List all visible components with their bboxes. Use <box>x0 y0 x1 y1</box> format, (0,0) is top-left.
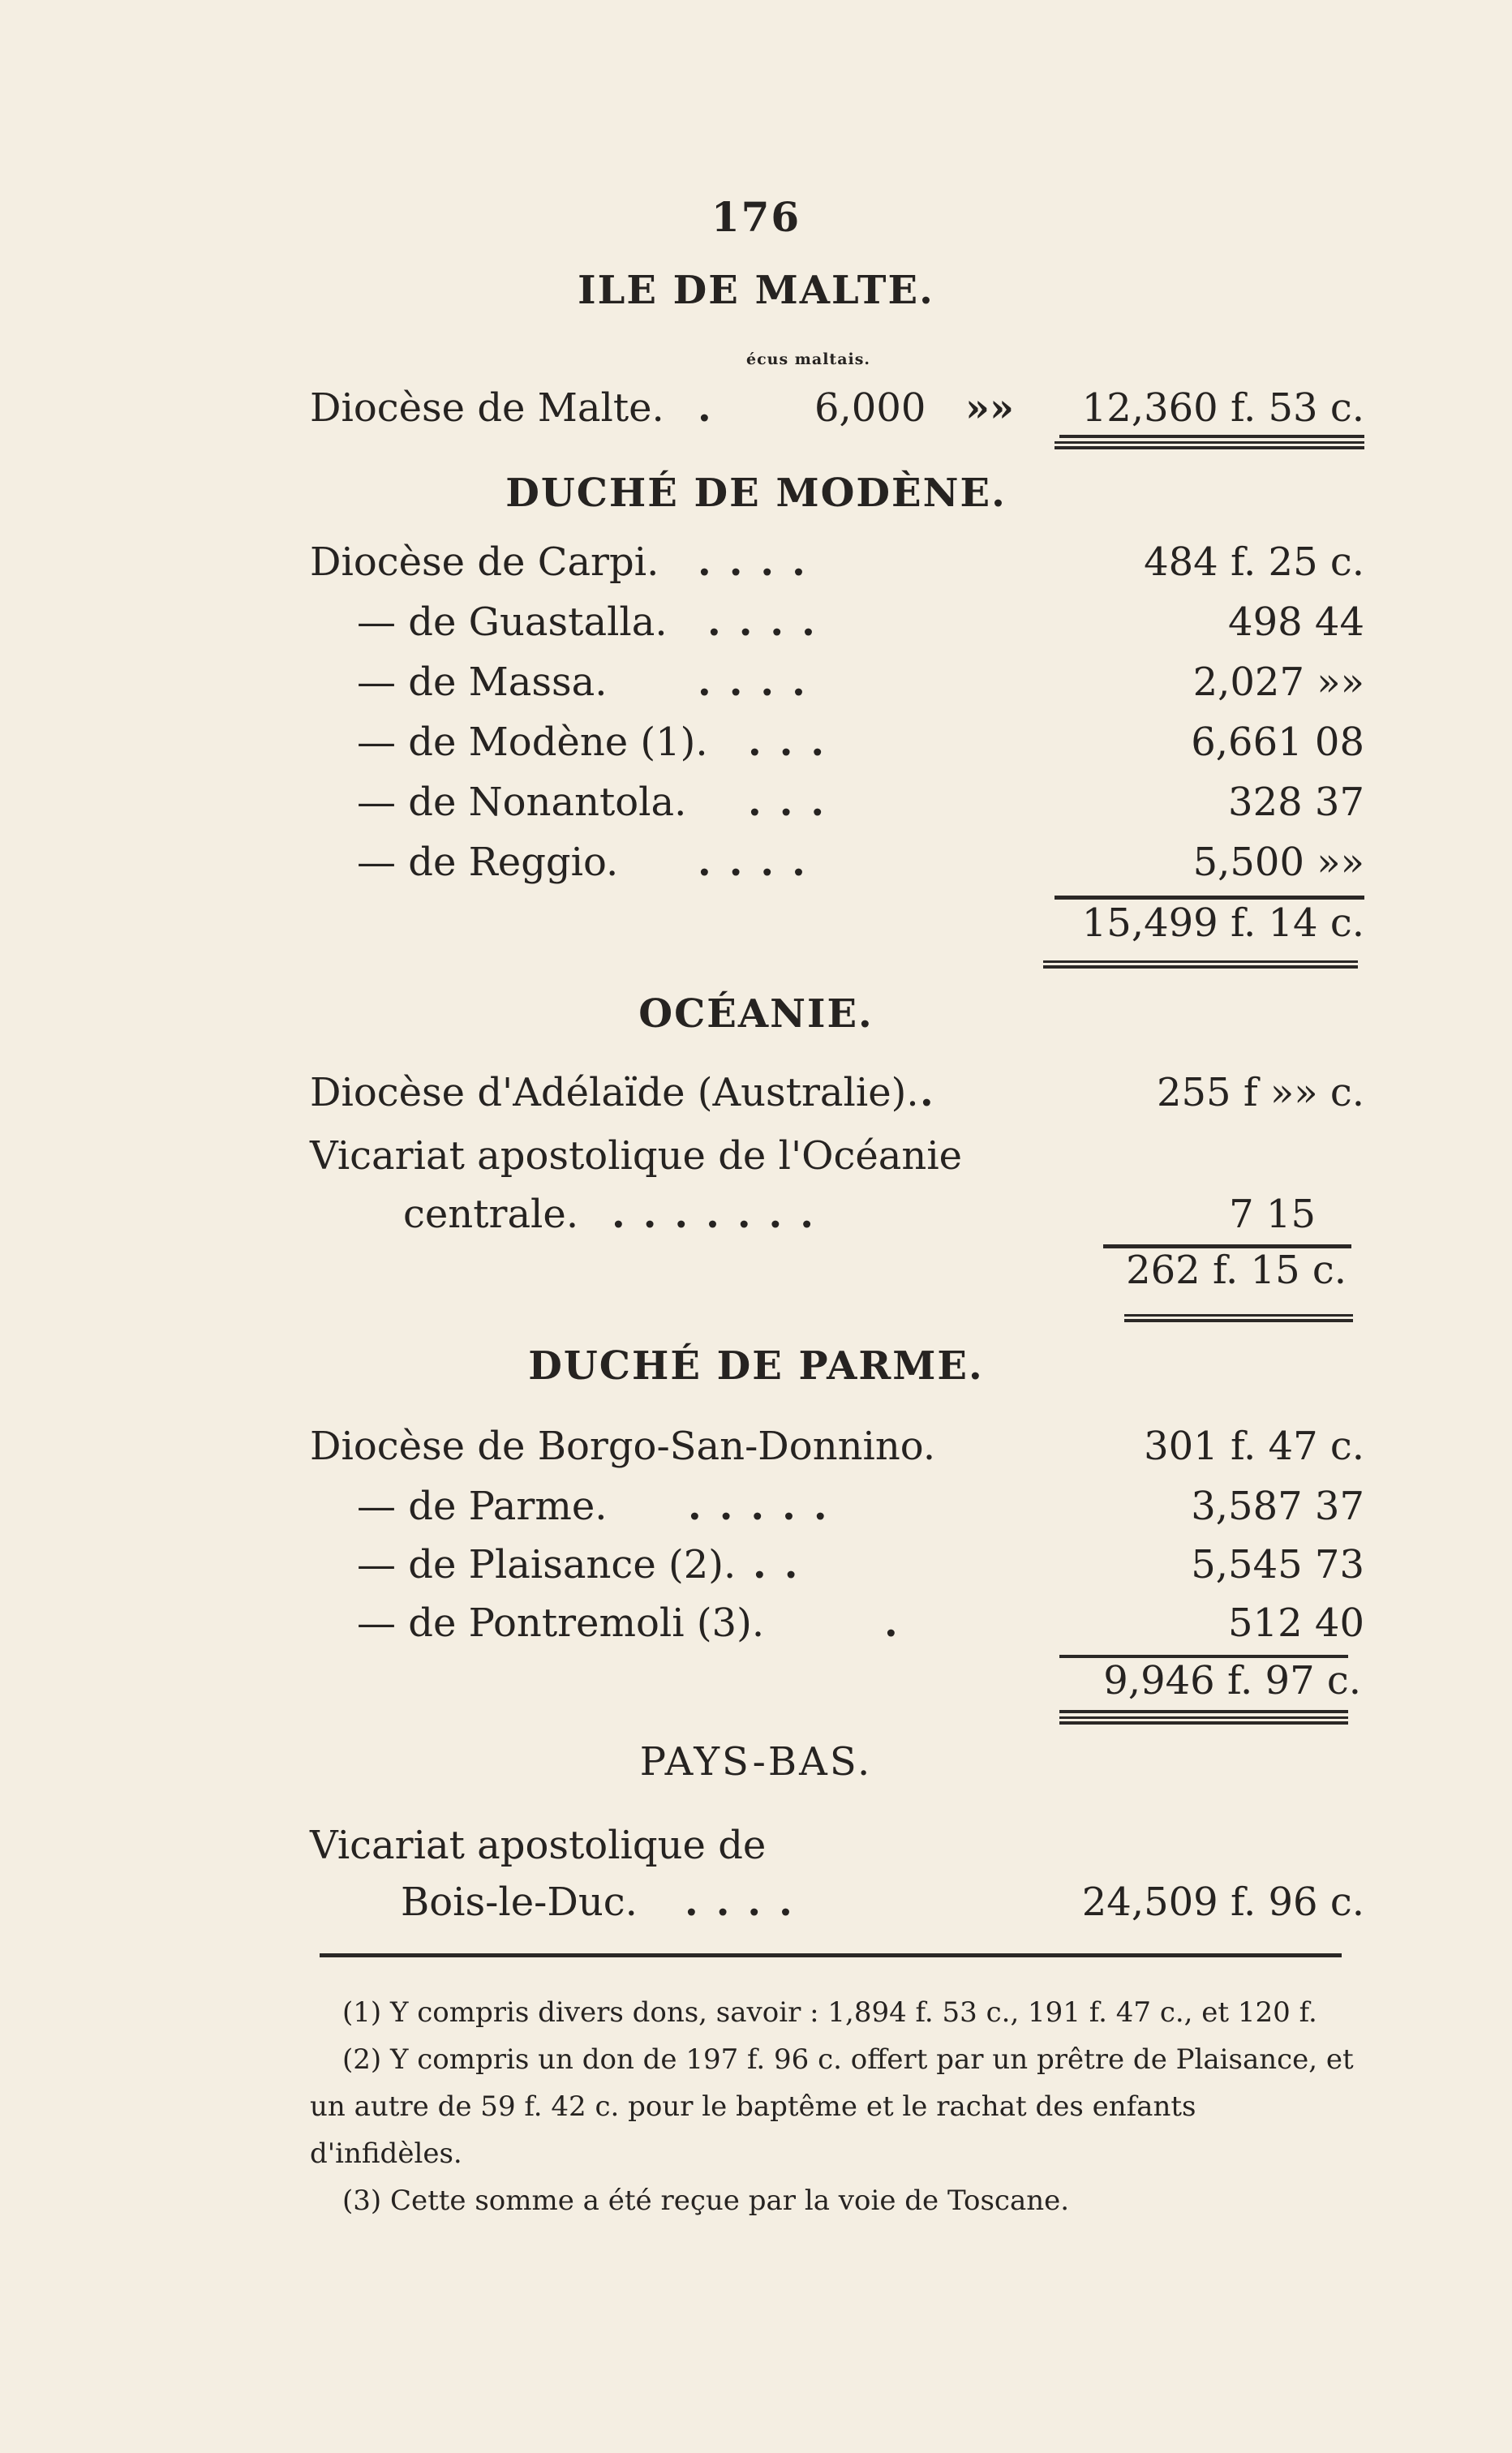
row-amount: 3,587 37 <box>1191 1484 1364 1529</box>
row-amount: 7 15 <box>1229 1192 1316 1237</box>
row-label: — de Plaisance (2). <box>357 1542 737 1587</box>
row-amount: 301 f. 47 c. <box>1144 1424 1364 1469</box>
leader-dots: ... <box>748 720 843 765</box>
heading-oceanie: OCÉANIE. <box>638 991 874 1037</box>
page-number: 176 <box>711 193 801 241</box>
heading-parme: DUCHÉ DE PARME. <box>528 1343 984 1389</box>
table-row <box>310 1817 1364 1874</box>
table-row <box>310 1536 1364 1593</box>
row-amount: 12,360 f. 53 c. <box>1081 385 1364 431</box>
underline-rule <box>1059 435 1364 438</box>
heading-malte: ILE DE MALTE. <box>578 268 934 313</box>
row-amount: 512 40 <box>1228 1600 1364 1646</box>
leader-dots: . <box>920 1070 951 1115</box>
total-parme: 9,946 f. 97 c. <box>1103 1658 1361 1703</box>
row-label: Diocèse de Borgo-San-Donnino. <box>310 1424 936 1469</box>
row-label: — de Nonantola. <box>357 780 687 825</box>
table-row <box>310 594 1364 651</box>
table-row <box>310 534 1364 591</box>
leader-dots: ..... <box>688 1484 845 1529</box>
leader-dots: .... <box>698 659 823 705</box>
footnotes <box>310 1989 1356 2224</box>
leader-dots: . <box>884 1600 916 1646</box>
row-label: Vicariat apostolique de l'Océanie <box>310 1133 963 1179</box>
underline-rule <box>1059 1710 1348 1713</box>
table-row <box>310 1064 1364 1121</box>
table-row <box>310 714 1364 771</box>
row-amount: 24,509 f. 96 c. <box>1081 1879 1364 1925</box>
row-label: — de Reggio. <box>357 840 619 885</box>
total-oceanie: 262 f. 15 c. <box>1126 1248 1347 1293</box>
row-label: Diocèse de Carpi. <box>310 539 659 585</box>
double-rule <box>1059 1716 1348 1725</box>
heading-paysbas: PAYS-BAS. <box>639 1739 873 1785</box>
row-label: — de Pontremoli (3). <box>357 1600 765 1646</box>
row-amount: 2,027 »» <box>1192 659 1364 705</box>
table-row <box>310 774 1364 831</box>
footnote-3: (3) Cette somme a été reçue par la voie de Toscane. <box>342 2185 1070 2217</box>
row-label: Diocèse d'Adélaïde (Australie). <box>310 1070 919 1115</box>
footnote-2: (2) Y compris un don de 197 f. 96 c. offert par un prêtre de Plaisance, et un autre de 59 f. 42 c. pour le baptême et le rachat des enfants d'infidèles. <box>310 2043 1354 2170</box>
row-amount: 498 44 <box>1228 599 1364 645</box>
table-row <box>310 1418 1364 1475</box>
row-label: Bois-le-Duc. <box>401 1879 638 1925</box>
row-amount: 484 f. 25 c. <box>1144 539 1364 585</box>
table-row <box>310 834 1364 891</box>
leader-dots: ... <box>748 780 843 825</box>
leader-dots: .... <box>698 539 823 585</box>
table-row <box>310 654 1364 711</box>
row-label: — de Massa. <box>357 659 608 705</box>
row-amount: 255 f »» c. <box>1156 1070 1364 1115</box>
leader-dots: .... <box>685 1879 810 1925</box>
leader-dots: .... <box>707 599 833 645</box>
leader-dots: ....... <box>612 1192 831 1237</box>
row-amount: 328 37 <box>1228 780 1364 825</box>
heading-modene: DUCHÉ DE MODÈNE. <box>505 470 1007 516</box>
row-label: Vicariat apostolique de <box>310 1823 767 1868</box>
table-row <box>310 1478 1364 1535</box>
row-malte <box>310 380 1364 436</box>
leader-dots: . <box>698 385 729 431</box>
currency-caption: écus maltais. <box>746 350 871 368</box>
total-modene: 15,499 f. 14 c. <box>1081 900 1364 946</box>
table-row <box>310 1186 1364 1243</box>
row-label: — de Parme. <box>357 1484 608 1529</box>
double-rule <box>1124 1314 1353 1322</box>
double-rule <box>1043 960 1358 969</box>
row-label: — de Modène (1). <box>357 720 708 765</box>
table-row <box>310 1874 1364 1931</box>
row-label: Diocèse de Malte. <box>310 385 664 431</box>
row-amount: 6,661 08 <box>1191 720 1364 765</box>
ecus-value: 6,000 <box>814 385 926 431</box>
row-label: — de Guastalla. <box>357 599 668 645</box>
leader-dots: .... <box>698 840 823 885</box>
row-label: centrale. <box>403 1192 579 1237</box>
footnote-separator <box>320 1953 1342 1957</box>
footnote-1: (1) Y compris divers dons, savoir : 1,894 f. 53 c., 191 f. 47 c., et 120 f. <box>342 1996 1317 2029</box>
row-amount: 5,545 73 <box>1191 1542 1364 1587</box>
row-amount: 5,500 »» <box>1192 840 1364 885</box>
leader-dots: .. <box>753 1542 816 1587</box>
double-rule <box>1055 441 1364 449</box>
table-row <box>310 1128 1364 1184</box>
ecus-suffix: »» <box>965 385 1014 431</box>
table-row <box>310 1595 1364 1652</box>
